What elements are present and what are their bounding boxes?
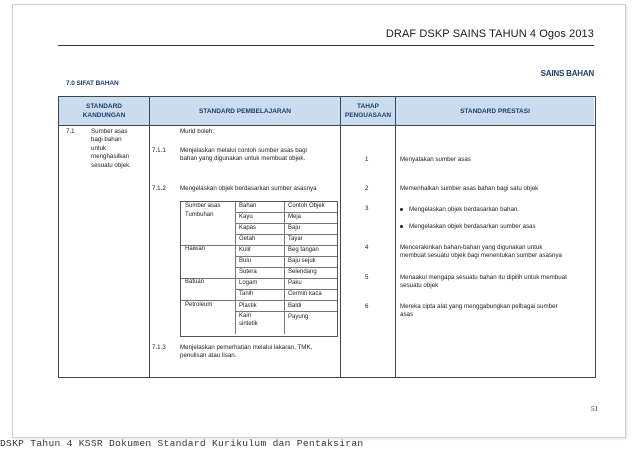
inner-row-divider <box>235 311 337 312</box>
material-cell: Kayu <box>239 214 253 220</box>
material-cell: Kapas <box>239 225 257 231</box>
inner-group-divider <box>181 278 337 279</box>
inner-row-divider <box>235 256 337 257</box>
object-cell: Baju sejuk <box>288 258 316 264</box>
prestasi-text: Mencerakinkan bahan-bahan yang digunakan untuk membuat sesuatu objek bagi menentukan sumber asasnya <box>400 244 563 260</box>
source-cell: Haiwan <box>185 246 206 252</box>
prestasi-bullet-item <box>400 206 519 214</box>
page-number: 51 <box>591 405 598 413</box>
tahap-level: 5 <box>365 274 369 281</box>
pembelajaran-text: Menjelaskan pemerhatian melalui lakaran, TMK, penulisan atau lisan. <box>180 344 313 360</box>
object-cell: Paku <box>288 280 302 286</box>
pembelajaran-code: 7.1.3 <box>152 344 166 351</box>
inner-header-cell: Sumber asas <box>185 203 221 209</box>
pembelajaran-text: Mengelaskan objek berdasarkan sumber asasnya <box>180 185 317 192</box>
material-cell: Getah <box>239 236 256 242</box>
object-cell: Selendang <box>288 269 317 275</box>
object-cell: Payung <box>288 314 309 320</box>
column-header-prestasi: STANDARD PRESTASI <box>396 97 594 125</box>
column-divider <box>340 125 341 377</box>
prestasi-text: Menyatakan sumber asas <box>400 156 471 163</box>
bullet-icon <box>400 208 403 211</box>
column-header-pembelajaran: STANDARD PEMBELAJARAN <box>150 97 341 125</box>
bullet-icon <box>400 225 403 228</box>
prestasi-text: Menaakul mengapa sesuatu bahan itu dipilih untuk membuat sesuatu objek <box>400 274 567 290</box>
tahap-level: 3 <box>365 205 369 212</box>
source-cell: Petroleum <box>185 302 213 308</box>
header-row-divider <box>59 125 595 126</box>
column-header-kandungan: STANDARD KANDUNGAN <box>59 97 150 125</box>
material-cell: Bulu <box>239 258 252 264</box>
document-footer: DSKP Tahun 4 KSSR Dokumen Standard Kurikulum dan Pentaksiran <box>0 438 364 449</box>
material-cell: Kain sintetik <box>239 313 258 327</box>
inner-row-divider <box>235 234 337 235</box>
header-divider <box>58 45 594 46</box>
column-header-tahap: TAHAP PENGUASAAN <box>341 97 396 125</box>
inner-column-divider <box>284 202 285 334</box>
inner-header-cell: Contoh Objek <box>288 203 325 209</box>
material-cell: Kulit <box>239 247 251 253</box>
source-cell: Batuan <box>185 279 205 285</box>
inner-group-divider <box>181 300 337 301</box>
material-cell: Logam <box>239 280 258 286</box>
subject-title: SAINS BAHAN <box>540 69 594 78</box>
inner-row-divider <box>235 267 337 268</box>
inner-header-cell: Bahan <box>239 203 257 209</box>
kandungan-code: 7.1 <box>66 128 75 135</box>
inner-row-divider <box>235 223 337 224</box>
source-cell: Tumbuhan <box>185 212 214 218</box>
tahap-level: 1 <box>365 156 369 163</box>
prestasi-bullet-text: Mengelaskan objek berdasarkan bahan. <box>409 206 520 213</box>
prestasi-bullet-text: Mengelaskan objek berdasarkan sumber asas <box>409 223 536 230</box>
material-cell: Tanih <box>239 291 254 297</box>
inner-column-divider <box>235 202 236 334</box>
source-material-table <box>180 201 338 337</box>
object-cell: Baldi <box>288 303 302 309</box>
tahap-level: 4 <box>365 244 369 251</box>
inner-row-divider <box>235 289 337 290</box>
tahap-level: 2 <box>365 185 369 192</box>
prestasi-text: Memerihalkan sumber asas bahan bagi satu objek <box>400 185 539 192</box>
material-cell: Plastik <box>239 303 257 309</box>
material-cell: Sutera <box>239 269 257 275</box>
pembelajaran-code: 7.1.2 <box>152 185 166 192</box>
object-cell: Beg tangan <box>288 247 319 253</box>
section-title: 7.0 SIFAT BAHAN <box>66 80 119 87</box>
inner-row-divider <box>235 212 337 213</box>
column-divider <box>149 125 150 377</box>
prestasi-text: Mereka cipta alat yang menggabungkan pelbagai sumber asas <box>400 303 558 319</box>
pembelajaran-intro: Murid boleh: <box>180 128 215 135</box>
prestasi-bullet-item <box>400 223 536 231</box>
object-cell: Cermin kaca <box>288 291 322 297</box>
kandungan-text: Sumber asas bagi bahan untuk menghasilkan sesuatu objek. <box>91 128 131 169</box>
column-divider <box>395 125 396 377</box>
object-cell: Tayar <box>288 236 303 242</box>
object-cell: Meja <box>288 214 302 220</box>
tahap-level: 6 <box>365 303 369 310</box>
pembelajaran-text: Menjelaskan melalui contoh sumber asas bagi bahan yang digunakan untuk membuat objek. <box>180 147 307 163</box>
document-header-title: DRAF DSKP SAINS TAHUN 4 Ogos 2013 <box>385 28 594 40</box>
pembelajaran-code: 7.1.1 <box>152 147 166 154</box>
object-cell: Baju <box>288 225 301 231</box>
